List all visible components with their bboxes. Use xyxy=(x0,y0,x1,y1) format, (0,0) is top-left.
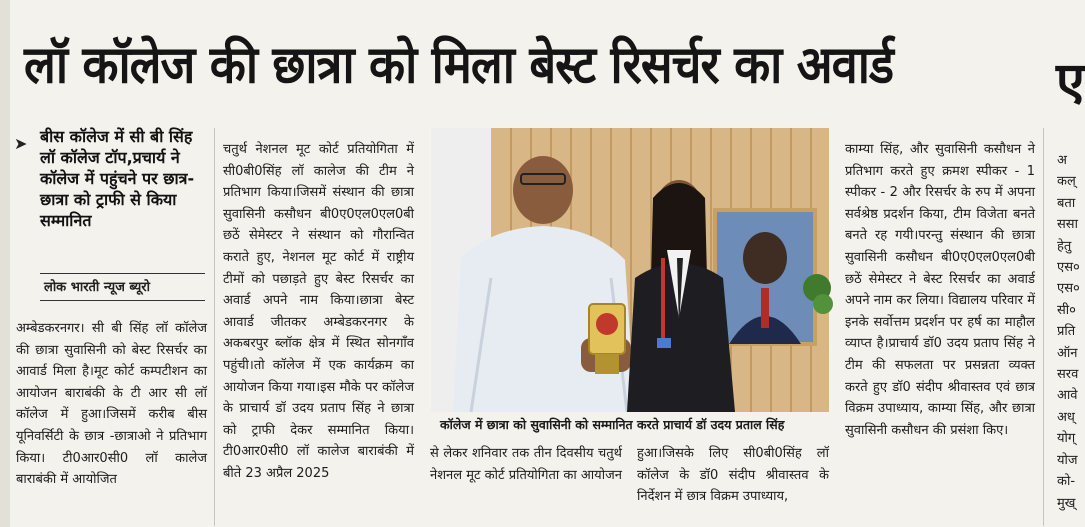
column-5-text: काम्या सिंह, और सुवासिनी कसौधन ने प्रतिभाग करते हुए क्रमश स्पीकर - 1 स्पीकर - 2 और रिसर्चर के रुप में अपना सर्वश्रेष्ठ प्रदर्शन किया, टीम विजेता बनते बनते रह गयी।परन्तु संस्थान की छात्रा सुवासिनी कसौधन बी0ए0एल0एल0बी छठें सेमेस्टर ने बेस्ट रिसर्चर का अवार्ड अपने नाम कर लिया। विद्यालय परिवार में इनके सर्वोत्तम प्रदर्शन पर हर्ष का माहौल व्याप्त है।प्राचार्य डॉ0 उदय प्रताप सिंह ने टीम की सफलता पर प्रसन्नता व्यक्त करते हुए डॉ0 संदीप श्रीवास्तव एवं छात्र विक्रम उपाध्याय, काम्या सिंह, और छात्रा सुवासिनी कसौधन की प्रसंशा किए। xyxy=(845,142,1035,438)
adjacent-line: एस० xyxy=(1057,260,1080,276)
column-divider-right xyxy=(1043,128,1044,526)
adjacent-line: सरव xyxy=(1057,367,1079,383)
column-4-text: हुआ।जिसके लिए सी0बी0सिंह लॉ कॉलेज के डॉ0 संदीप श्रीवास्तव के निर्देशन में छात्र विक्रम उपाध्याय, xyxy=(637,446,829,505)
adjacent-line: अध् xyxy=(1057,409,1075,425)
adjacent-line: योज xyxy=(1057,452,1078,468)
adjacent-line: प्रति xyxy=(1057,324,1076,340)
byline-bottom-rule xyxy=(40,300,205,301)
photo-caption: कॉलेज में छात्रा को सुवासिनी को सम्मानित करते प्राचार्य डॉ उदय प्रताल सिंह xyxy=(440,417,785,432)
adjacent-line: सी० xyxy=(1057,302,1076,318)
adjacent-line: ससा xyxy=(1057,217,1078,233)
adjacent-line: मुख् xyxy=(1057,495,1076,511)
adjacent-line: योग् xyxy=(1057,431,1076,447)
column-divider xyxy=(214,128,215,526)
adjacent-line: आवे xyxy=(1057,388,1078,404)
adjacent-line: अ xyxy=(1057,153,1067,168)
adjacent-line: बता xyxy=(1057,195,1076,211)
byline-top-rule xyxy=(40,273,205,274)
column-1-text: अम्बेडकरनगर। सी बी सिंह लॉ कॉलेज की छात्रा सुवासिनी को बेस्ट रिसर्चर का आवार्ड मिला है।मूट कोर्ट कम्पटीशन का आयोजन बाराबंकी के टी आर सी लॉ कॉलेज में हुआ।जिसमें करीब बीस यूनिवर्सिटी के छात्र -छात्राओ ने प्रतिभाग किया। टी0आर0सी0 लॉ कालेज बाराबंकी में आयोजित xyxy=(16,321,207,488)
arrow-bullet-icon: ➤ xyxy=(14,134,28,153)
adjacent-line: एस० xyxy=(1057,281,1080,297)
column-3-text: से लेकर शनिवार तक तीन दिवसीय चतुर्थ नेशनल मूट कोर्ट प्रतियोगिता का आयोजन xyxy=(430,446,622,483)
award-photo xyxy=(431,128,829,412)
next-headline-fragment xyxy=(430,515,1070,527)
article-headline: लॉ कॉलेज की छात्रा को मिला बेस्ट रिसर्चर का अवार्ड xyxy=(24,35,894,96)
adjacent-line: कल् xyxy=(1057,174,1076,190)
adjacent-headline-fragment: ए xyxy=(1056,52,1085,112)
column-2-text: चतुर्थ नेशनल मूट कोर्ट प्रतियोगिता में सी0बी0सिंह लॉ कालेज की टीम ने प्रतिभाग किया।जिसमें संस्थान की छात्रा सुवासिनी कसौधन बी0ए0एल0एल0बी छठें सेमेस्टर ने संस्थान को गौरान्वित कराते हुए, नेशनल मूट कोर्ट में राष्ट्रीय टीमों को पछाड़ते हुए बेस्ट रिसर्चर का अवार्ड अपने नाम किया।छात्रा बेस्ट आवार्ड जीतकर अम्बेडकरनगर के अकबरपुर ब्लॉक क्षेत्र में स्थित सोनगाँव पहुंची।तो कॉलेज में एक कार्यक्रम का आयोजन किया गया।इस मौके पर कॉलेज के प्राचार्य डॉ उदय प्रताप सिंह ने छात्रा को ट्राफी देकर सम्मानित किया।टी0आर0सी0 लॉ कालेज बाराबंकी में बीते 23 अप्रैल 2025 xyxy=(223,142,414,481)
award-photo-illustration xyxy=(431,128,829,412)
adjacent-article-column xyxy=(1057,150,1080,515)
page-gutter xyxy=(0,0,10,527)
adjacent-line: हेतु xyxy=(1057,238,1072,254)
adjacent-line: को- xyxy=(1057,474,1076,490)
article-subheadline: बीस कॉलेज में सी बी सिंह लॉ कॉलेज टॉप,प्रचार्य ने कॉलेज में पहुंचने पर छात्र-छात्रा को ट्राफी से किया सम्मानित xyxy=(40,127,195,230)
article-byline: लोक भारती न्यूज ब्यूरो xyxy=(44,280,150,295)
adjacent-line: ऑन xyxy=(1057,345,1078,361)
